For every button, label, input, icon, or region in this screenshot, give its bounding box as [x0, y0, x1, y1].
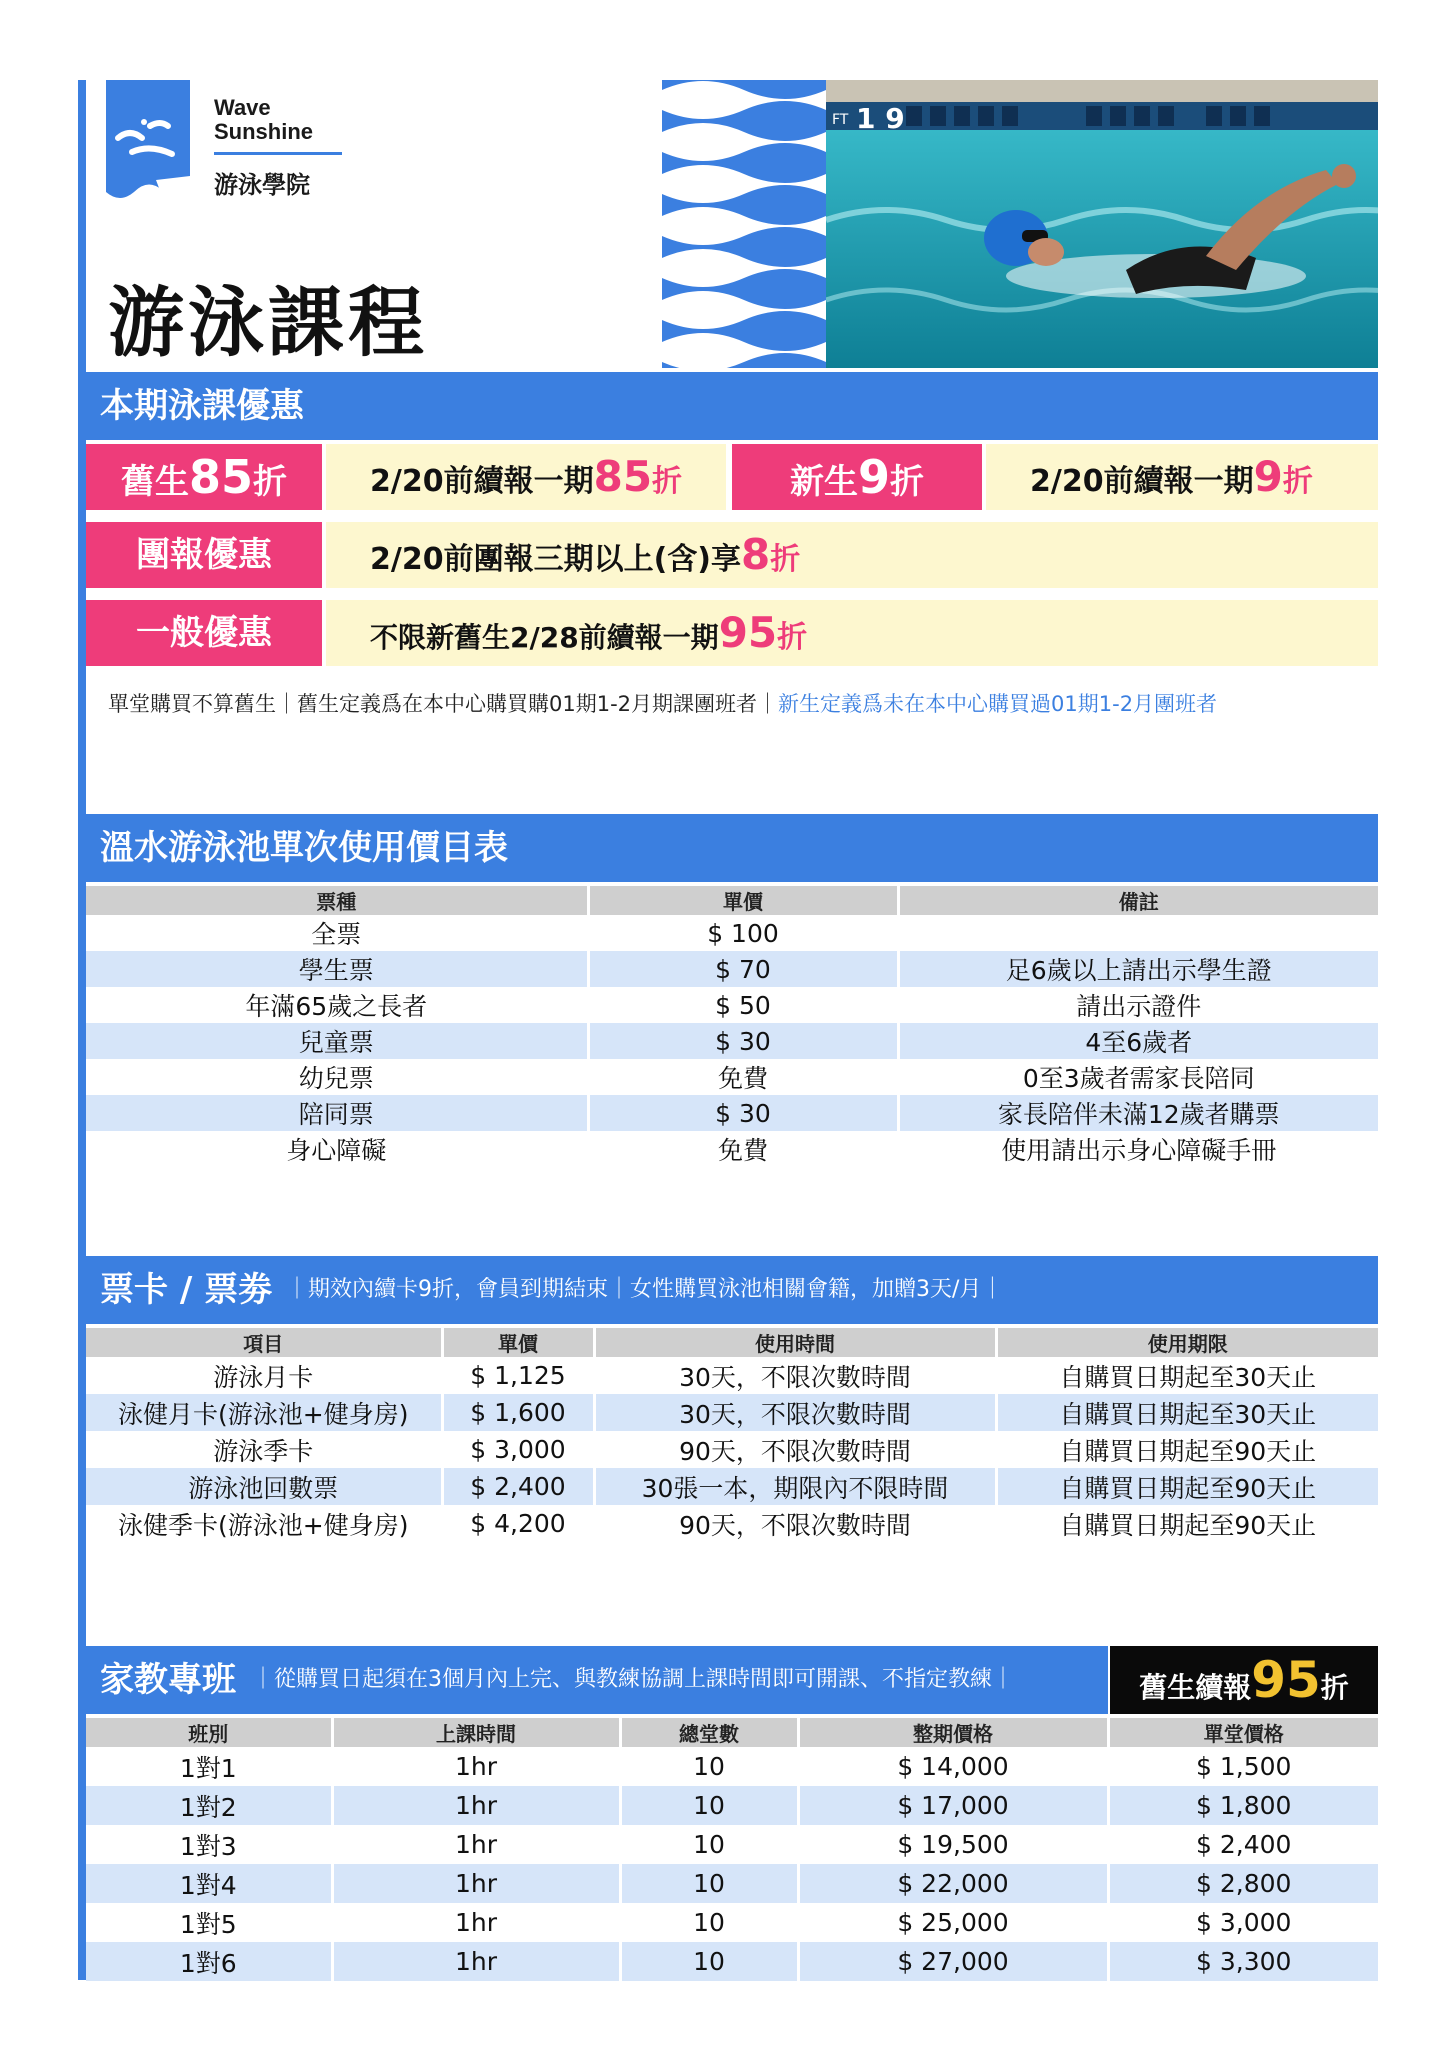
table-row	[86, 1394, 1378, 1431]
table-cell: 1hr	[332, 1825, 620, 1864]
promo-general-label: 一般優惠	[86, 600, 322, 666]
table-cell: 10	[620, 1864, 798, 1903]
table-cell: 1對3	[86, 1825, 332, 1864]
promo-new-desc	[986, 444, 1378, 510]
table-cell: 家長陪伴未滿12歲者購票	[898, 1095, 1378, 1131]
brand-name	[214, 96, 342, 200]
table-row	[86, 987, 1378, 1023]
table-row	[86, 1357, 1378, 1394]
new-desc-suffix: 折	[1282, 464, 1313, 499]
col-full-price: 整期價格	[798, 1718, 1108, 1747]
table-cell: $ 1,125	[442, 1357, 594, 1394]
table-cell: 免費	[588, 1131, 898, 1167]
tutor-discount-badge	[1110, 1646, 1378, 1714]
table-cell: 游泳月卡	[86, 1357, 442, 1394]
table-cell: 請出示證件	[1076, 992, 1202, 1021]
cards-section-header	[86, 1256, 1378, 1324]
table-row	[86, 915, 1378, 951]
table-cell: 使用請出示身心障礙手冊	[1001, 1136, 1277, 1165]
table-cell: $ 14,000	[798, 1747, 1108, 1786]
wave-pattern	[662, 80, 826, 368]
table-cell: 4至6歲者	[898, 1023, 1378, 1059]
single-use-price-table	[86, 886, 1378, 1167]
table-cell: 幼兒票	[86, 1059, 588, 1095]
table-cell: 0至3歲者需家長陪同	[1022, 1064, 1255, 1093]
col-item: 項目	[86, 1328, 442, 1357]
svg-text:1 9: 1 9	[856, 102, 905, 135]
table-cell: 年滿65歲之長者	[86, 987, 588, 1023]
table-cell: $ 3,300	[1108, 1942, 1378, 1981]
table-header-row	[86, 1718, 1378, 1747]
col-validity: 使用期限	[996, 1328, 1378, 1357]
promo-returning-desc	[326, 444, 726, 510]
table-cell: 泳健月卡(游泳池+健身房)	[86, 1394, 442, 1431]
returning-desc-num: 85	[593, 452, 653, 501]
col-usage-time: 使用時間	[594, 1328, 996, 1357]
promo-group-label: 團報優惠	[86, 522, 322, 588]
brand-name-zh: 游泳學院	[214, 171, 310, 199]
table-cell: 身心障礙	[86, 1131, 588, 1167]
table-cell	[898, 915, 1378, 951]
table-cell: 1hr	[332, 1903, 620, 1942]
single-use-section-title: 溫水游泳池單次使用價目表	[100, 828, 508, 868]
group-desc-text: 2/20前團報三期以上(含)享	[370, 542, 742, 577]
cards-price-table	[86, 1328, 1378, 1542]
tutor-section-note: ｜從購買日起須在3個月內上完、與教練協調上課時間即可開課、不指定教練｜	[252, 1667, 1014, 1692]
table-row	[86, 951, 1378, 987]
table-cell: $ 27,000	[798, 1942, 1108, 1981]
table-cell: $ 4,200	[442, 1505, 594, 1542]
table-cell: 10	[620, 1786, 798, 1825]
promo-new-label	[732, 444, 982, 510]
table-cell: 足6歲以上請出示學生證	[898, 951, 1378, 987]
table-cell: 自購買日期起至90天止	[1059, 1510, 1317, 1540]
returning-desc-suffix: 折	[652, 464, 683, 499]
col-price: 單價	[442, 1328, 594, 1357]
col-remarks: 備註	[898, 886, 1378, 915]
promo-section-title: 本期泳課優惠	[100, 386, 304, 426]
tutor-section-title: 家教專班	[100, 1660, 236, 1700]
table-cell: 90天，不限次數時間	[594, 1505, 996, 1542]
brand-line-1: Wave	[214, 95, 271, 120]
table-cell: 10	[620, 1747, 798, 1786]
col-per-session-price: 單堂價格	[1108, 1718, 1378, 1747]
table-cell: 免費	[588, 1059, 898, 1095]
general-desc-text: 不限新舊生2/28前續報一期	[370, 621, 719, 654]
new-label-num: 9	[857, 450, 890, 504]
table-header-row	[86, 1328, 1378, 1357]
table-cell: 90天，不限次數時間	[594, 1431, 996, 1468]
table-cell: $ 2,400	[442, 1468, 594, 1505]
promo-footnote-new: 新生定義爲未在本中心購買過01期1-2月團班者	[778, 692, 1218, 716]
table-cell: 自購買日期起至30天止	[1059, 1362, 1317, 1392]
table-cell: $ 100	[588, 915, 898, 951]
table-cell: 游泳池回數票	[86, 1468, 442, 1505]
table-cell: $ 1,600	[442, 1394, 594, 1431]
table-row	[86, 1864, 1378, 1903]
table-cell: 10	[620, 1825, 798, 1864]
general-desc-num: 95	[718, 608, 778, 657]
table-cell: 泳健季卡(游泳池+健身房)	[86, 1505, 442, 1542]
table-cell: $ 1,800	[1108, 1786, 1378, 1825]
new-label-suffix: 折	[890, 462, 924, 502]
col-total-sessions: 總堂數	[620, 1718, 798, 1747]
col-ticket-type: 票種	[86, 886, 588, 915]
wave-flag-logo-icon	[106, 80, 190, 210]
table-cell: $ 30	[588, 1023, 898, 1059]
table-cell: 30天，不限次數時間	[594, 1357, 996, 1394]
table-row	[86, 1095, 1378, 1131]
table-row	[86, 1023, 1378, 1059]
svg-text:FT: FT	[832, 112, 849, 128]
table-cell: 1hr	[332, 1747, 620, 1786]
table-cell: $ 50	[588, 987, 898, 1023]
table-cell: $ 22,000	[798, 1864, 1108, 1903]
table-row	[86, 1131, 1378, 1167]
left-accent-bar	[78, 80, 86, 1980]
general-desc-suffix: 折	[777, 620, 808, 655]
table-cell: $ 2,400	[1196, 1830, 1292, 1859]
table-cell: 1hr	[332, 1786, 620, 1825]
table-cell: 1對6	[86, 1942, 332, 1981]
single-use-section-header	[86, 814, 1378, 882]
badge-num: 95	[1251, 1651, 1321, 1709]
badge-text: 舊生續報	[1139, 1671, 1252, 1704]
table-row	[86, 1942, 1378, 1981]
table-cell: 陪同票	[86, 1095, 588, 1131]
tutor-section-header	[86, 1646, 1108, 1714]
table-cell: $ 3,000	[1196, 1908, 1292, 1937]
returning-label-text: 舊生	[120, 462, 189, 502]
table-header-row	[86, 886, 1378, 915]
brand-line-2: Sunshine	[214, 119, 314, 144]
table-cell: $ 2,800	[1108, 1864, 1378, 1903]
page-title: 游泳課程	[108, 278, 428, 367]
table-cell: $ 19,500	[798, 1825, 1108, 1864]
table-row	[86, 1059, 1378, 1095]
table-row	[86, 1825, 1378, 1864]
swimmer-in-pool	[826, 80, 1378, 368]
table-cell: 自購買日期起至90天止	[996, 1468, 1378, 1505]
new-label-text: 新生	[789, 462, 858, 502]
table-cell: 30張一本，期限內不限時間	[594, 1468, 996, 1505]
promo-general-desc	[326, 600, 1378, 666]
col-class-type: 班別	[86, 1718, 332, 1747]
returning-label-suffix: 折	[253, 462, 287, 502]
table-cell: 1對5	[86, 1903, 332, 1942]
table-cell: $ 25,000	[798, 1903, 1108, 1942]
table-cell: 兒童票	[86, 1023, 588, 1059]
table-row	[86, 1468, 1378, 1505]
table-row	[86, 1786, 1378, 1825]
table-cell: $ 30	[588, 1095, 898, 1131]
badge-suffix: 折	[1320, 1671, 1349, 1704]
table-cell: 學生票	[86, 951, 588, 987]
table-cell: 全票	[86, 915, 588, 951]
table-row	[86, 1903, 1378, 1942]
table-cell: 30天，不限次數時間	[594, 1394, 996, 1431]
promo-returning-label	[86, 444, 322, 510]
cards-section-note: ｜期效內續卡9折，會員到期結束｜女性購買泳池相關會籍，加贈3天/月｜	[286, 1277, 1004, 1302]
table-cell: 10	[620, 1942, 798, 1981]
cards-section-title: 票卡 / 票劵	[100, 1270, 273, 1310]
returning-desc-text: 2/20前續報一期	[370, 464, 594, 499]
col-session-time: 上課時間	[332, 1718, 620, 1747]
table-cell: 1對1	[86, 1747, 332, 1786]
table-cell: 1hr	[332, 1864, 620, 1903]
table-cell: 游泳季卡	[86, 1431, 442, 1468]
table-cell: $ 3,000	[442, 1431, 594, 1468]
table-cell: 1對2	[86, 1786, 332, 1825]
col-price: 單價	[588, 886, 898, 915]
table-row	[86, 1431, 1378, 1468]
table-cell: 自購買日期起至30天止	[996, 1394, 1378, 1431]
promo-footnote-returning: 單堂購買不算舊生｜舊生定義爲在本中心購買購01期1-2月期課團班者｜	[108, 692, 779, 716]
new-desc-text: 2/20前續報一期	[1030, 464, 1254, 499]
new-desc-num: 9	[1253, 452, 1283, 501]
table-cell: $ 17,000	[798, 1786, 1108, 1825]
promo-footnote	[108, 688, 1217, 718]
table-row	[86, 1505, 1378, 1542]
brand-divider	[214, 152, 342, 155]
group-desc-num: 8	[741, 530, 771, 579]
promo-section-header	[86, 372, 1378, 440]
table-cell: 1hr	[332, 1942, 620, 1981]
group-desc-suffix: 折	[770, 542, 801, 577]
table-cell: 10	[620, 1903, 798, 1942]
table-cell: $ 1,500	[1196, 1752, 1292, 1781]
tutor-price-table	[86, 1718, 1378, 1981]
returning-label-num: 85	[188, 450, 253, 504]
table-cell: $ 70	[588, 951, 898, 987]
table-row	[86, 1747, 1378, 1786]
table-cell: 自購買日期起至90天止	[1059, 1436, 1317, 1466]
table-cell: 1對4	[86, 1864, 332, 1903]
promo-group-desc	[326, 522, 1378, 588]
